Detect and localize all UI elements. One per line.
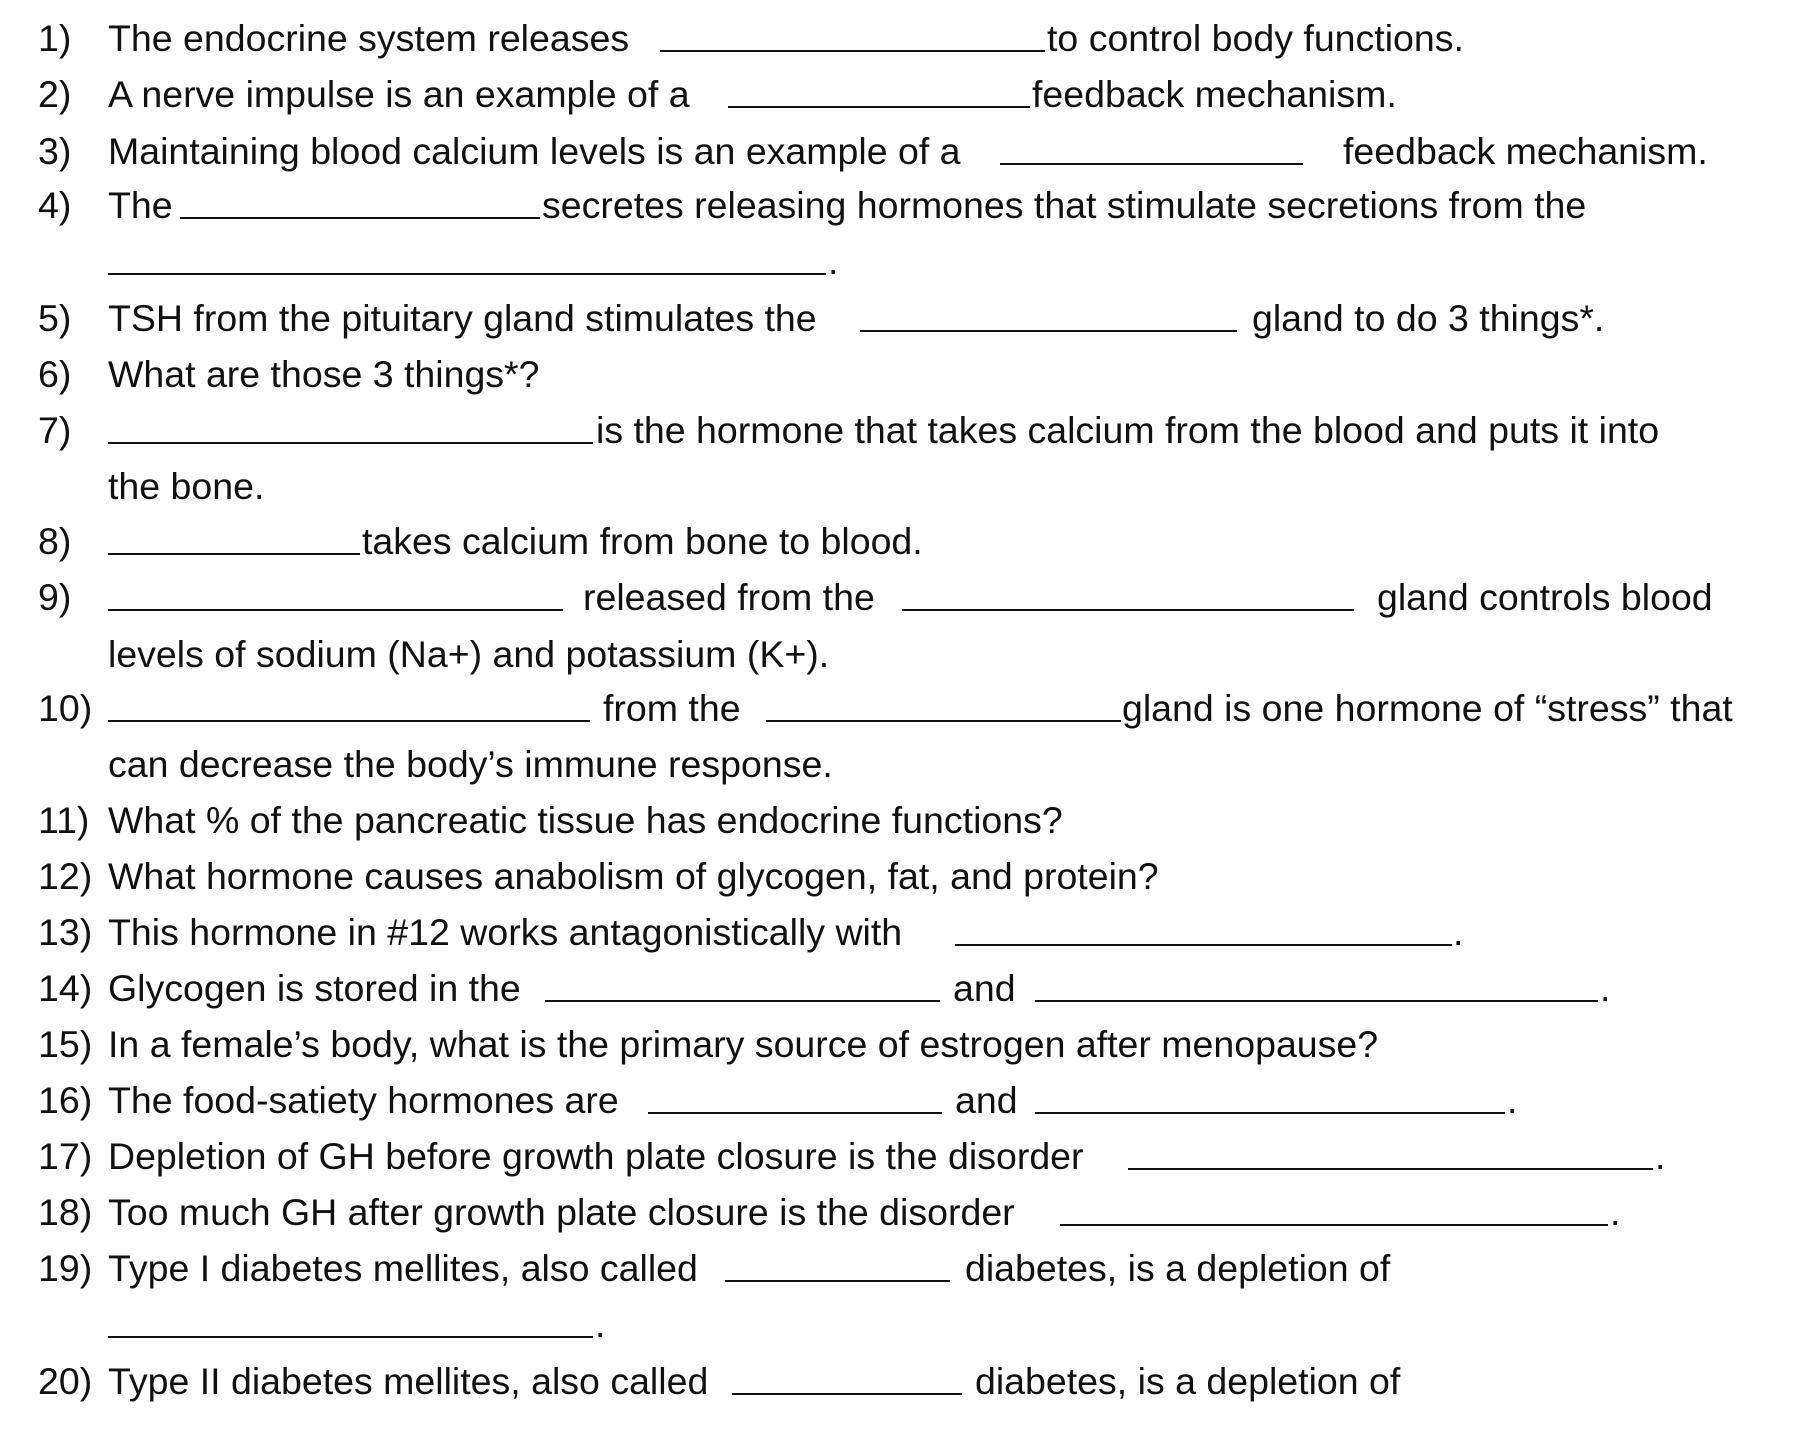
- question-text: is the hormone that takes calcium from the blood and puts it into: [596, 409, 1660, 451]
- question-number: 14): [38, 967, 93, 1009]
- question-text: A nerve impulse is an example of a: [108, 73, 690, 115]
- answer-blank[interactable]: [1035, 1072, 1505, 1114]
- question-number: 16): [38, 1079, 93, 1121]
- question-text: The food-satiety hormones are: [108, 1079, 619, 1121]
- question-text: and: [953, 967, 1016, 1009]
- question-number: 3): [38, 130, 72, 172]
- answer-blank[interactable]: [660, 10, 1045, 52]
- question-number: 12): [38, 855, 93, 897]
- question-text: What hormone causes anabolism of glycogen, fat, and protein?: [108, 855, 1159, 897]
- answer-blank[interactable]: [648, 1072, 942, 1114]
- question-text: What are those 3 things*?: [108, 353, 540, 395]
- answer-blank[interactable]: [1000, 123, 1303, 165]
- answer-blank[interactable]: [1035, 960, 1598, 1002]
- question-text: Type II diabetes mellites, also called: [108, 1360, 709, 1402]
- period: .: [1600, 967, 1611, 1009]
- question-text: secretes releasing hormones that stimulate secretions from the: [542, 184, 1587, 226]
- answer-blank[interactable]: [545, 960, 940, 1002]
- answer-blank[interactable]: [728, 66, 1030, 108]
- answer-blank[interactable]: [108, 233, 826, 275]
- question-text: feedback mechanism.: [1343, 130, 1708, 172]
- question-text: Type I diabetes mellites, also called: [108, 1247, 698, 1289]
- answer-blank[interactable]: [732, 1353, 962, 1395]
- question-number: 19): [38, 1247, 93, 1289]
- question-number: 6): [38, 353, 72, 395]
- answer-blank[interactable]: [180, 177, 540, 219]
- question-number: 1): [38, 17, 72, 59]
- answer-blank[interactable]: [902, 569, 1354, 611]
- question-text: The endocrine system releases: [108, 17, 630, 59]
- question-text: takes calcium from bone to blood.: [362, 520, 923, 562]
- question-number: 7): [38, 409, 72, 451]
- question-text: Depletion of GH before growth plate closure is the disorder: [108, 1135, 1084, 1177]
- answer-blank[interactable]: [108, 402, 593, 444]
- question-text: diabetes, is a depletion of: [975, 1360, 1401, 1402]
- question-text: Glycogen is stored in the: [108, 967, 521, 1009]
- question-number: 15): [38, 1023, 93, 1065]
- question-text: Maintaining blood calcium levels is an example of a: [108, 130, 961, 172]
- question-number: 10): [38, 687, 93, 729]
- question-text: gland to do 3 things*.: [1252, 297, 1605, 339]
- question-text: In a female’s body, what is the primary source of estrogen after menopause?: [108, 1023, 1379, 1065]
- question-number: 17): [38, 1135, 93, 1177]
- question-text: The: [108, 184, 173, 226]
- period: .: [1453, 911, 1464, 953]
- answer-blank[interactable]: [108, 569, 563, 611]
- period: .: [595, 1303, 606, 1345]
- period: .: [1655, 1135, 1666, 1177]
- answer-blank[interactable]: [955, 904, 1452, 946]
- question-text: What % of the pancreatic tissue has endocrine functions?: [108, 799, 1063, 841]
- question-text: This hormone in #12 works antagonistically with: [108, 911, 903, 953]
- question-text: diabetes, is a depletion of: [965, 1247, 1391, 1289]
- question-number: 18): [38, 1191, 93, 1233]
- question-number: 2): [38, 73, 72, 115]
- question-text: TSH from the pituitary gland stimulates the: [108, 297, 817, 339]
- question-text: from the: [603, 687, 741, 729]
- question-number: 4): [38, 184, 72, 226]
- answer-blank[interactable]: [1128, 1128, 1653, 1170]
- question-number: 9): [38, 576, 72, 618]
- question-number: 8): [38, 520, 72, 562]
- period: .: [1610, 1191, 1621, 1233]
- period: .: [828, 240, 839, 282]
- question-text: gland controls blood: [1377, 576, 1713, 618]
- question-number: 5): [38, 297, 72, 339]
- answer-blank[interactable]: [108, 513, 360, 555]
- answer-blank[interactable]: [766, 680, 1121, 722]
- question-number: 13): [38, 911, 93, 953]
- question-text: Too much GH after growth plate closure is the disorder: [108, 1191, 1015, 1233]
- question-text: to control body functions.: [1047, 17, 1464, 59]
- question-number: 11): [38, 799, 90, 841]
- period: .: [1507, 1079, 1518, 1121]
- question-text: released from the: [583, 576, 875, 618]
- answer-blank[interactable]: [1060, 1184, 1608, 1226]
- answer-blank[interactable]: [108, 1296, 593, 1338]
- question-text: feedback mechanism.: [1032, 73, 1397, 115]
- question-text: the bone.: [108, 465, 265, 507]
- question-number: 20): [38, 1360, 93, 1402]
- question-text: and: [955, 1079, 1018, 1121]
- question-text: levels of sodium (Na+) and potassium (K+).: [108, 633, 830, 675]
- answer-blank[interactable]: [860, 290, 1237, 332]
- answer-blank[interactable]: [108, 680, 590, 722]
- answer-blank[interactable]: [725, 1240, 950, 1282]
- question-text: gland is one hormone of “stress” that: [1122, 687, 1733, 729]
- question-text: can decrease the body’s immune response.: [108, 743, 833, 785]
